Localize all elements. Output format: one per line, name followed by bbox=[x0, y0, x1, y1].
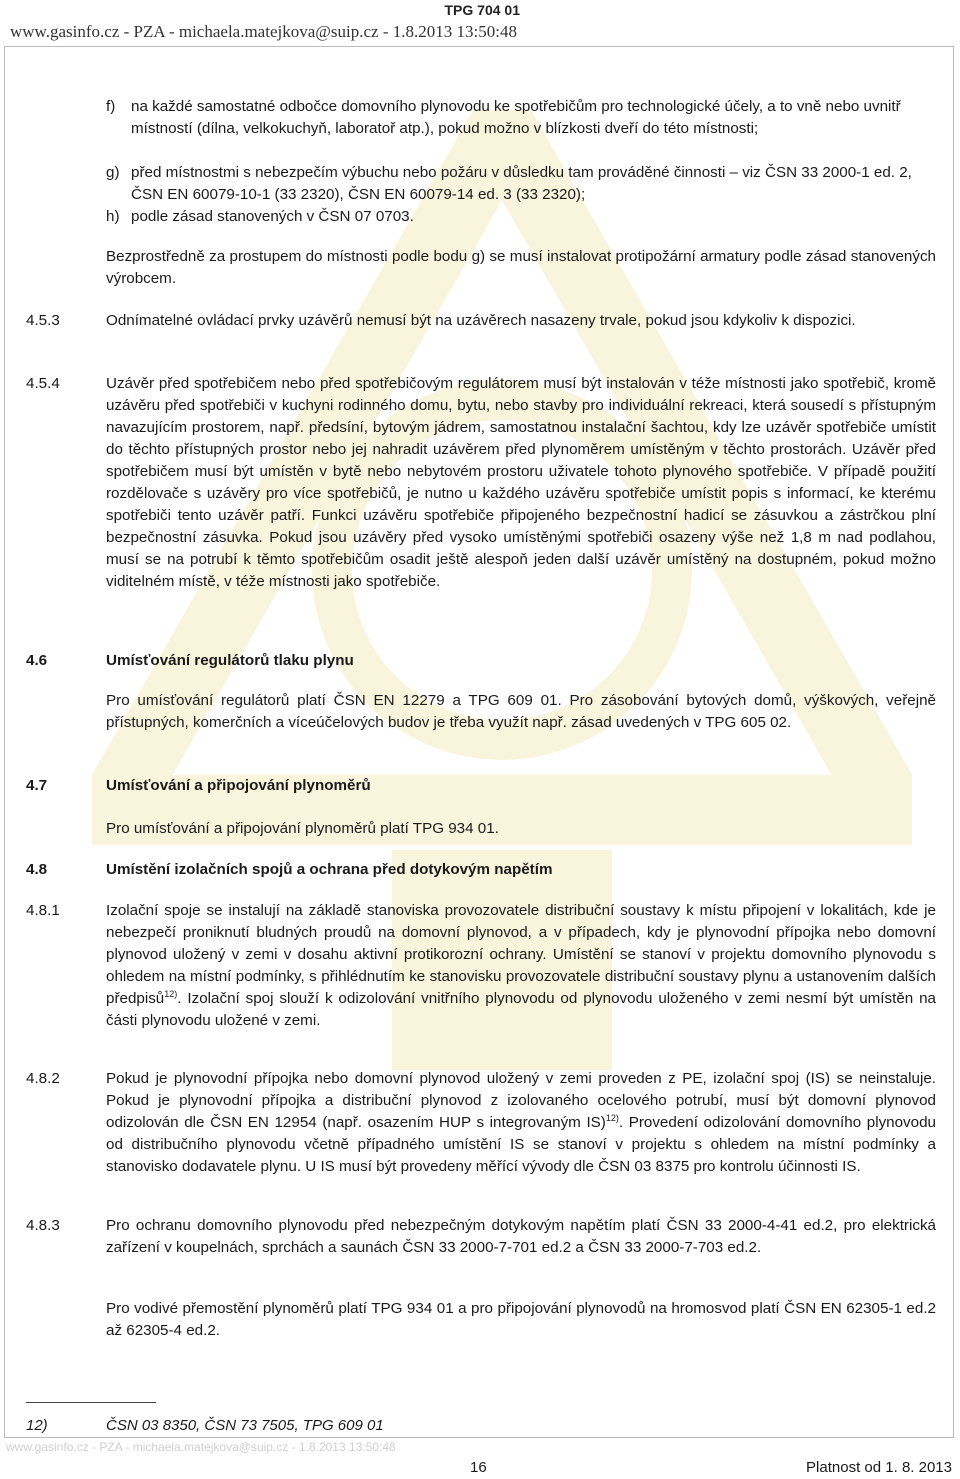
text-run: Izolační spoje se instalují na základě stanoviska provozovatele distribuční soustavy k místu připojení v lokalitách, kde je nebezpečí proniknutí bludných proudů na domovní plynovod, a v případech, kdy je plynovodní přípojka nebo domovní plynovod uložený v zemi v dosahu aktivní protikorozní ochrany. Umístění se stanoví v projektu domovního plynovodu s ohledem na místní podmínky, s přihlédnutím ke stanovisku provozovatele distribuční soustavy plynu a ustanovením dalších předpisů bbox=[106, 902, 936, 1007]
section-number: 4.5.4 bbox=[26, 375, 60, 392]
section-4-6-text: Pro umísťování regulátorů platí ČSN EN 12279 a TPG 609 01. Pro zásobování bytových domů, výškových, veřejně přístupných, komerčních a víceúčelových budov je třeba využít např. zásad uvedených v TPG 605 02. bbox=[106, 692, 936, 731]
section-heading: Umísťování a připojování plynoměrů bbox=[106, 777, 371, 794]
footnote-text: ČSN 03 8350, ČSN 73 7505, TPG 609 01 bbox=[106, 1417, 384, 1434]
section-number: 4.8.3 bbox=[26, 1217, 60, 1234]
section-heading: Umísťování regulátorů tlaku plynu bbox=[106, 652, 354, 669]
list-item-label: h) bbox=[106, 208, 120, 225]
section-number: 4.8.1 bbox=[26, 902, 60, 919]
list-item-label: g) bbox=[106, 164, 120, 181]
document-id: TPG 704 01 bbox=[444, 2, 520, 18]
section-4-5-4-text: Uzávěr před spotřebičem nebo před spotřebičovým regulátorem musí být instalován v téže místnosti jako spotřebič, kromě uzávěru před spotřebiči v kuchyni rodinného domu, bytu, nebo stavby pro individuální rekreaci, která sousedí s přístupným navazujícím prostorem, např. předsíní, bytovým jádrem, samostatnou instalační šachtou, kdy lze uzávěr spotřebiče umístit do těchto přístupných prostor nebo jej nahradit uzávěrem před plynoměrem umístěným v těchto prostorách. Uzávěr před spotřebičem musí být umístěn v bytě nebo nebytovém prostoru uživatele tohoto plynového spotřebiče. V případě použití rozdělovače s uzávěry pro více spotřebičů, je nutno u každého uzávěru spotřebiče umístit popis s informací, ke kterému spotřebiči tento uzávěr patří. Funkci uzávěru spotřebiče připojeného bezpečnostní hadicí se zásuvkou a zástrčkou plní bezpečnostní zásuvka. Pokud jsou uzávěry před vysoko umístěnými spotřebiči osazeny výše než 1,8 m nad podlahou, musí se na potrubí k těmto spotřebičům osadit ještě alespoň jeden další uzávěr umístěný na dostupném, pokud možno viditelném místě, v téže místnosti jako spotřebiče. bbox=[106, 375, 936, 590]
list-item-text: na každé samostatné odbočce domovního plynovodu ke spotřebičům pro technologické účely, a to vně nebo uvnitř místností (dílna, velkokuchyň, laboratoř atp.), pokud možno v blízkosti dveří do této místnosti; bbox=[131, 98, 901, 137]
section-number: 4.8.2 bbox=[26, 1070, 60, 1087]
list-item bbox=[106, 162, 936, 206]
footnote-number: 12) bbox=[26, 1417, 48, 1434]
list-item bbox=[106, 96, 936, 140]
section-4-8-1-text bbox=[106, 900, 936, 1032]
section-4-5-3-text: Odnímatelné ovládací prvky uzávěrů nemusí být na uzávěrech nasazeny trvale, pokud jsou kdykoliv k dispozici. bbox=[106, 312, 856, 329]
text-run: . Provedení odizolování domovního plynovodu od distribučního plynovodu včetně případného umístění IS se stanoví v projektu s ohledem na místní podmínky a stanovisko dodavatele plynu. U IS musí být provedeny měřící vývody dle ČSN 03 8375 pro kontrolu účinnosti IS. bbox=[106, 1114, 936, 1175]
text-run: Pokud je plynovodní přípojka nebo domovní plynovod uložený v zemi proveden z PE, izolační spoj (IS) se neinstaluje. Pokud je plynovodní přípojka a distribuční plynovod z izolovaného ocelového potrubí, musí být domovní plynovod odizolován dle ČSN EN 12954 (např. osazením HUP s integrovaným IS) bbox=[106, 1070, 936, 1131]
section-4-8-3-text-2: Pro vodivé přemostění plynoměrů platí TPG 934 01 a pro připojování plynovodů na hromosvod platí ČSN EN 62305-1 ed.2 až 62305-4 ed.2. bbox=[106, 1300, 936, 1339]
footnote-divider bbox=[26, 1402, 156, 1403]
list-item-label: f) bbox=[106, 98, 116, 115]
validity-date: Platnost od 1. 8. 2013 bbox=[806, 1459, 952, 1476]
footnote-ref: 12) bbox=[164, 988, 178, 999]
text-run: . Izolační spoj slouží k odizolování vnitřního plynovodu od plynovodu uloženého v zemi nesmí být umístěn na části plynovodu uložené v zemi. bbox=[106, 990, 936, 1029]
footnote-ref: 12) bbox=[605, 1112, 619, 1123]
section-4-8-2-text bbox=[106, 1068, 936, 1178]
source-line: www.gasinfo.cz - PZA - michaela.matejkova@suip.cz - 1.8.2013 13:50:48 bbox=[10, 22, 517, 41]
page-number: 16 bbox=[470, 1459, 487, 1476]
section-heading: Umístění izolačních spojů a ochrana před dotykovým napětím bbox=[106, 861, 553, 878]
section-4-8-3-text: Pro ochranu domovního plynovodu před nebezpečným dotykovým napětím platí ČSN 33 2000-4-41 ed.2, pro elektrická zařízení v koupelnách, sprchách a saunách ČSN 33 2000-7-701 ed.2 a ČSN 33 2000-7-703 ed.2. bbox=[106, 1217, 936, 1256]
section-number: 4.8 bbox=[26, 861, 48, 878]
section-4-7-text: Pro umísťování a připojování plynoměrů platí TPG 934 01. bbox=[106, 820, 499, 837]
faint-source-line: www.gasinfo.cz - PZA - michaela.matejkova@suip.cz - 1.8.2013 13:50:48 bbox=[6, 1440, 396, 1454]
section-number: 4.5.3 bbox=[26, 312, 60, 329]
list-item-text: podle zásad stanovených v ČSN 07 0703. bbox=[131, 208, 414, 225]
list-item bbox=[106, 206, 936, 228]
section-number: 4.7 bbox=[26, 777, 48, 794]
paragraph-fire-valves: Bezprostředně za prostupem do místnosti podle bodu g) se musí instalovat protipožární armatury podle zásad stanovených výrobcem. bbox=[106, 248, 936, 287]
section-number: 4.6 bbox=[26, 652, 48, 669]
list-item-text: před místnostmi s nebezpečím výbuchu nebo požáru v důsledku tam prováděné činnosti – viz ČSN 33 2000-1 ed. 2, ČSN EN 60079-10-1 (33 2320), ČSN EN 60079-14 ed. 3 (33 2320); bbox=[131, 164, 912, 203]
